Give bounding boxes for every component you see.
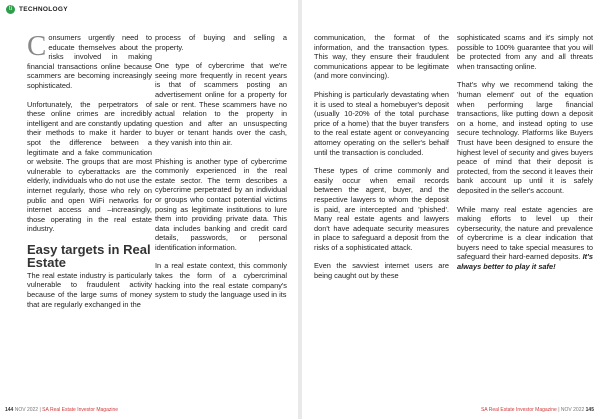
- paragraph: These types of crime commonly and easily occur when email records between the agent, buyer, and the respective lawyers to whom the deposit is paid, are intercepted and 'phished'. Many real estate agents and lawyers don't have adequate security measures in place to safeguard a deposit from the risks of a sophisticated attack.: [314, 166, 449, 252]
- closing-text: While many real estate agencies are making efforts to level up their cybersecurity, the nature and prevalence of cybercrime is a clear indication that buyers need to take special measures to safeguard their hard-earned deposits.: [457, 204, 593, 262]
- magazine-name: SA Real Estate Investor Magazine: [42, 407, 119, 413]
- magazine-name: SA Real Estate Investor Magazine: [480, 407, 557, 413]
- paragraph: One type of cybercrime that we're seeing more frequently in recent years is that of scammers posting an advertisement online for a property for sale or rent. These scammers have no actual relation to the property in question and after an unsuspecting buyer or tenant hands over the cash, they vanish into thin air.: [155, 61, 287, 147]
- closing-emphasis: It's always better to play it safe!: [457, 252, 593, 272]
- issue-date: NOV 2022: [560, 407, 585, 413]
- article-column-1: [27, 30, 152, 318]
- paragraph: That's why we recommend taking the 'human element' out of the equation when performing large financial transactions, like putting down a deposit on a home, and instead opting to use secure technology. Platforms like Buyers Trust have been designed to ensure the highest level of security and gives buyers peace of mind that their deposit is protected, from the second it leaves their bank account up until it is safely deposited in the seller's account.: [457, 80, 593, 195]
- closing-paragraph: [457, 205, 593, 272]
- paragraph: Phishing is another type of cybercrime commonly experienced in the real estate sector. The term describes a cybercrime perpetrated by an individual or groups who contact potential victims posing as legitimate institutions to lure them into providing private data. This data includes banking and credit card details, passwords, or personal identification information.: [155, 156, 287, 252]
- issue-date: NOV 2022: [14, 407, 39, 413]
- article-column-4: [457, 33, 593, 281]
- drop-cap: C: [27, 30, 47, 62]
- right-page: [302, 0, 600, 419]
- paragraph: Phishing is particularly devastating when it is used to steal a homebuyer's deposit (usually 10-20% of the total purchase price of a home) that the buyer transfers to the real estate agent or conveyancing attorney operating on the seller's behalf until the transaction is concluded.: [314, 89, 449, 157]
- page-footer-right: SA Real Estate Investor Magazine | NOV 2022 145: [480, 407, 594, 413]
- left-page: [0, 0, 298, 419]
- paragraph: In a real estate context, this commonly takes the form of a cybercriminal hacking into the real estate company's system to study the language used in its: [155, 261, 287, 300]
- section-header: [6, 5, 68, 14]
- page-number: 145: [585, 407, 594, 413]
- section-badge-icon: ti: [6, 5, 15, 14]
- page-footer-left: 144 NOV 2022 | SA Real Estate Investor Magazine: [5, 407, 119, 413]
- intro-text: onsumers urgently need to educate themselves about the risks involved in making financial transactions online because scammers are becoming increasingly sophisticated.: [27, 33, 152, 90]
- paragraph: The real estate industry is particularly vulnerable to fraudulent activity because of the large sums of money that are regularly exchanged in the: [27, 270, 152, 309]
- subheading: Easy targets in Real Estate: [27, 241, 151, 270]
- article-column-2: [155, 33, 287, 309]
- section-label: TECHNOLOGY: [19, 6, 68, 13]
- paragraph: sophisticated scams and it's simply not possible to 100% guarantee that you will be protected from any and all threats when transacting online.: [457, 33, 593, 71]
- paragraph: Unfortunately, the perpetrators of these online crimes are incredibly intelligent and are constantly updating their methods to make it harder to spot the difference between a legitimate and a fake communication or website. The groups that are most vulnerable to cyberattacks are the elderly, individuals who do not use the internet regularly, those who rely on public and open WiFi networks for internet access and –increasingly, those operating in the real estate industry.: [27, 99, 152, 234]
- paragraph: communication, the format of the information, and the transaction types. This way, they ensure their fraudulent communications appear to be legitimate (and more convincing).: [314, 33, 449, 81]
- paragraph: Even the savviest internet users are being caught out by these: [314, 261, 449, 281]
- paragraph: process of buying and selling a property.: [155, 33, 287, 52]
- intro-paragraph: [27, 30, 152, 91]
- page-number: 144: [5, 407, 14, 413]
- article-column-3: [314, 33, 449, 290]
